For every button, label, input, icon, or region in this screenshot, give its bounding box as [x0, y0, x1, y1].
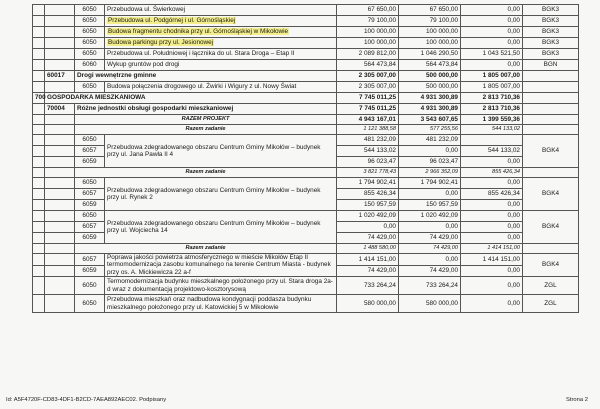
- value-a: 74 429,00: [399, 244, 461, 254]
- value-a: 564 473,84: [399, 60, 461, 71]
- col-division: [33, 16, 45, 27]
- value-a: 500 000,00: [399, 71, 461, 82]
- task-description: Przebudowa zdegradowanego obszaru Centrum Gminy Mikołów – budynek przy ul. Rynek 2: [105, 178, 337, 211]
- paragraph-code: 6050: [75, 27, 105, 38]
- col-division: [33, 60, 45, 71]
- value-a: 67 650,00: [399, 5, 461, 16]
- col-division: [33, 27, 45, 38]
- value-a: 79 100,00: [399, 16, 461, 27]
- value-b: [461, 135, 523, 146]
- unit-code: BGN: [523, 60, 579, 71]
- value-b: 0,00: [461, 222, 523, 233]
- paragraph-code: 6059: [75, 200, 105, 211]
- col-chapter: [45, 60, 75, 71]
- value-total: 564 473,84: [337, 60, 399, 71]
- value-b: 544 133,02: [461, 146, 523, 157]
- value-a: 4 931 300,89: [399, 93, 461, 104]
- task-description: [105, 38, 337, 49]
- paragraph-code: 6059: [75, 233, 105, 244]
- paragraph-code: 6057: [75, 222, 105, 233]
- investment-row: [33, 27, 579, 38]
- col-division: [33, 265, 45, 277]
- value-b: 0,00: [461, 277, 523, 295]
- value-total: 544 133,02: [337, 146, 399, 157]
- col-division: [33, 233, 45, 244]
- col-chapter: [45, 277, 75, 295]
- chapter-code: 70004: [45, 104, 75, 115]
- summary-label: RAZEM PROJEKT: [75, 115, 337, 125]
- unit-code: ZGL: [523, 277, 579, 295]
- unit-code: BGK4: [523, 254, 579, 277]
- paragraph-code: 6050: [75, 295, 105, 313]
- chapter-label: Drogi wewnętrzne gminne: [75, 71, 337, 82]
- investment-row: [33, 49, 579, 60]
- col-chapter: [45, 157, 75, 168]
- investment-row: [33, 5, 579, 16]
- unit-code: BGK3: [523, 38, 579, 49]
- value-b: 1 399 559,36: [461, 115, 523, 125]
- division-row: [33, 93, 579, 104]
- summary-label: Razem zadanie: [75, 244, 337, 254]
- value-total: 1 794 902,41: [337, 178, 399, 189]
- value-b: 0,00: [461, 211, 523, 222]
- paragraph-code: 6050: [75, 49, 105, 60]
- value-a: 733 264,24: [399, 277, 461, 295]
- col-division: [33, 49, 45, 60]
- investment-row: [33, 82, 579, 93]
- investment-row: [33, 38, 579, 49]
- unit-code: [523, 125, 579, 135]
- value-total: 7 745 011,25: [337, 93, 399, 104]
- value-b: 0,00: [461, 265, 523, 277]
- value-total: 67 650,00: [337, 5, 399, 16]
- value-total: 1 020 492,09: [337, 211, 399, 222]
- col-chapter: [45, 27, 75, 38]
- task-description: Budowa połączenia drogowego ul. Żwirki i Wigury z ul. Nowy Świat: [105, 82, 337, 93]
- col-chapter: [45, 222, 75, 233]
- value-a: 0,00: [399, 222, 461, 233]
- chapter-code: 60017: [45, 71, 75, 82]
- col-division: [33, 82, 45, 93]
- value-a: 100 000,00: [399, 38, 461, 49]
- task-description: Przebudowa ul. Południowej i łącznika do ul. Stara Droga – Etap II: [105, 49, 337, 60]
- task-description: Przebudowa zdegradowanego obszaru Centrum Gminy Mikołów – budynek przy ul. Jana Pawła II 4: [105, 135, 337, 168]
- col-chapter: [45, 38, 75, 49]
- col-division: [33, 115, 45, 125]
- value-b: 2 813 710,36: [461, 93, 523, 104]
- summary-row: [33, 168, 579, 178]
- value-total: 150 957,59: [337, 200, 399, 211]
- value-total: 7 745 011,25: [337, 104, 399, 115]
- investment-row: [33, 254, 579, 266]
- paragraph-code: 6050: [75, 16, 105, 27]
- col-chapter: [45, 254, 75, 266]
- value-a: 96 023,47: [399, 157, 461, 168]
- value-total: 855 426,34: [337, 189, 399, 200]
- paragraph-code: 6057: [75, 189, 105, 200]
- unit-code: BGK4: [523, 178, 579, 211]
- col-chapter: [45, 16, 75, 27]
- task-description: Przebudowa ul. Świerkowej: [105, 5, 337, 16]
- value-a: 74 429,00: [399, 265, 461, 277]
- paragraph-code: 6050: [75, 178, 105, 189]
- value-b: 855 426,34: [461, 189, 523, 200]
- investment-row: [33, 135, 579, 146]
- value-a: 500 000,00: [399, 82, 461, 93]
- col-division: [33, 125, 45, 135]
- summary-row: [33, 244, 579, 254]
- value-a: 100 000,00: [399, 27, 461, 38]
- value-a: 0,00: [399, 189, 461, 200]
- task-description: [105, 16, 337, 27]
- col-division: [33, 200, 45, 211]
- value-total: 79 100,00: [337, 16, 399, 27]
- highlighted-text: Przebudowa ul. Podgórnej i ul. Górnośląskiej: [108, 17, 236, 25]
- task-description: Przebudowa zdegradowanego obszaru Centrum Gminy Mikołów – budynek przy ul. Wojciecha 14: [105, 211, 337, 244]
- paragraph-code: 6060: [75, 60, 105, 71]
- value-b: 544 133,02: [461, 125, 523, 135]
- unit-code: [523, 115, 579, 125]
- value-total: 1 121 388,58: [337, 125, 399, 135]
- col-chapter: [45, 244, 75, 254]
- page-number: Strona 2: [566, 397, 588, 403]
- col-division: [33, 295, 45, 313]
- value-b: 1 414 151,00: [461, 244, 523, 254]
- highlighted-text: Budowa fragmentu chodnika przy ul. Górnośląskiej w Mikołowie: [108, 28, 289, 36]
- value-a: 1 020 492,09: [399, 211, 461, 222]
- col-chapter: [45, 125, 75, 135]
- task-description: [105, 27, 337, 38]
- value-a: 0,00: [399, 254, 461, 266]
- unit-code: BGK3: [523, 49, 579, 60]
- col-division: [33, 5, 45, 16]
- task-description: Przebudowa mieszkań oraz nadbudowa kondygnacji poddasza budynku mieszkalnego położonego przy ul. Katowickiej 5 w Mikołowie: [105, 295, 337, 313]
- col-chapter: [45, 178, 75, 189]
- unit-code: [523, 244, 579, 254]
- investment-row: [33, 277, 579, 295]
- col-division: [33, 254, 45, 266]
- col-chapter: [45, 233, 75, 244]
- value-a: 74 429,00: [399, 233, 461, 244]
- investment-row: [33, 295, 579, 313]
- paragraph-code: 6050: [75, 211, 105, 222]
- value-a: 580 000,00: [399, 295, 461, 313]
- value-total: 1 414 151,00: [337, 254, 399, 266]
- paragraph-code: 6057: [75, 254, 105, 266]
- value-b: 0,00: [461, 16, 523, 27]
- paragraph-code: 6050: [75, 82, 105, 93]
- col-chapter: [45, 49, 75, 60]
- value-b: 0,00: [461, 5, 523, 16]
- col-chapter: [45, 5, 75, 16]
- value-total: 4 943 167,01: [337, 115, 399, 125]
- col-chapter: [45, 211, 75, 222]
- value-b: 0,00: [461, 38, 523, 49]
- value-b: 1 805 007,00: [461, 82, 523, 93]
- col-chapter: [45, 200, 75, 211]
- col-division: [33, 178, 45, 189]
- summary-row: [33, 125, 579, 135]
- task-description: Poprawa jakości powietrza atmosferycznego w mieście Mikołów Etap II termomodernizacja zasobu komunalnego na terenie Centrum Miasta - budynek przy os. A. Mickiewicza 22 a-f: [105, 254, 337, 277]
- col-division: [33, 135, 45, 146]
- value-total: 100 000,00: [337, 27, 399, 38]
- paragraph-code: 6059: [75, 265, 105, 277]
- value-total: 0,00: [337, 222, 399, 233]
- highlighted-text: Budowa parkingu przy ul. Jesionowej: [108, 39, 214, 47]
- col-division: [33, 71, 45, 82]
- investment-row: [33, 211, 579, 222]
- col-chapter: [45, 115, 75, 125]
- summary-label: Razem zadanie: [75, 168, 337, 178]
- unit-code: [523, 82, 579, 93]
- summary-label: Razem zadanie: [75, 125, 337, 135]
- value-b: 0,00: [461, 60, 523, 71]
- chapter-row: [33, 104, 579, 115]
- value-b: 1 414 151,00: [461, 254, 523, 266]
- value-total: 100 000,00: [337, 38, 399, 49]
- col-chapter: [45, 82, 75, 93]
- value-b: 2 813 710,36: [461, 104, 523, 115]
- value-a: 2 966 352,09: [399, 168, 461, 178]
- unit-code: BGK3: [523, 5, 579, 16]
- chapter-label: Różne jednostki obsługi gospodarki mieszkaniowej: [75, 104, 337, 115]
- budget-table-body: [33, 5, 579, 313]
- value-b: 0,00: [461, 233, 523, 244]
- value-a: 0,00: [399, 146, 461, 157]
- paragraph-code: 6057: [75, 146, 105, 157]
- col-division: [33, 244, 45, 254]
- unit-code: BGK4: [523, 135, 579, 168]
- budget-sheet: [32, 4, 578, 313]
- value-b: 1 805 007,00: [461, 71, 523, 82]
- col-division: [33, 168, 45, 178]
- col-chapter: [45, 295, 75, 313]
- investment-row: [33, 60, 579, 71]
- value-total: 96 023,47: [337, 157, 399, 168]
- summary-row: [33, 115, 579, 125]
- document-id: Id: A5F4720F-CD83-4DF1-B2CD-7AEA892AEC02. Podpisany: [6, 397, 167, 403]
- value-b: 0,00: [461, 157, 523, 168]
- unit-code: BGK4: [523, 211, 579, 244]
- value-total: 2 089 812,00: [337, 49, 399, 60]
- unit-code: [523, 104, 579, 115]
- value-a: 481 232,09: [399, 135, 461, 146]
- investment-row: [33, 178, 579, 189]
- value-total: 2 305 007,00: [337, 82, 399, 93]
- paragraph-code: 6059: [75, 157, 105, 168]
- value-b: 0,00: [461, 178, 523, 189]
- paragraph-code: 6050: [75, 5, 105, 16]
- value-a: 1 046 290,50: [399, 49, 461, 60]
- value-total: 580 000,00: [337, 295, 399, 313]
- investment-row: [33, 16, 579, 27]
- value-total: 74 429,00: [337, 233, 399, 244]
- col-division: [33, 277, 45, 295]
- value-b: 855 426,34: [461, 168, 523, 178]
- col-division: [33, 222, 45, 233]
- col-division: [33, 189, 45, 200]
- col-division: [33, 211, 45, 222]
- value-b: 0,00: [461, 295, 523, 313]
- paragraph-code: 6050: [75, 38, 105, 49]
- unit-code: [523, 168, 579, 178]
- value-total: 733 264,24: [337, 277, 399, 295]
- col-division: [33, 104, 45, 115]
- value-b: 0,00: [461, 27, 523, 38]
- paragraph-code: 6050: [75, 135, 105, 146]
- value-a: 150 957,59: [399, 200, 461, 211]
- unit-code: BGK3: [523, 16, 579, 27]
- col-chapter: [45, 168, 75, 178]
- col-chapter: [45, 146, 75, 157]
- value-total: 481 232,09: [337, 135, 399, 146]
- col-chapter: [45, 189, 75, 200]
- value-total: 1 488 580,00: [337, 244, 399, 254]
- unit-code: ZGL: [523, 295, 579, 313]
- task-description: Termomodernizacja budynku mieszkalnego położonego przy ul. Stara droga 2a-d wraz z dokumentacją projektowo-kosztorysową: [105, 277, 337, 295]
- value-total: 74 429,00: [337, 265, 399, 277]
- task-description: Wykup gruntów pod drogi: [105, 60, 337, 71]
- value-b: 1 043 521,50: [461, 49, 523, 60]
- division-label: GOSPODARKA MIESZKANIOWA: [45, 93, 337, 104]
- value-b: 0,00: [461, 200, 523, 211]
- col-division: [33, 38, 45, 49]
- value-a: 3 543 607,65: [399, 115, 461, 125]
- paragraph-code: 6050: [75, 277, 105, 295]
- col-division: [33, 157, 45, 168]
- value-a: 577 255,56: [399, 125, 461, 135]
- value-total: 2 305 007,00: [337, 71, 399, 82]
- unit-code: [523, 93, 579, 104]
- budget-table: [32, 4, 579, 313]
- value-a: 4 931 300,89: [399, 104, 461, 115]
- col-chapter: [45, 135, 75, 146]
- col-division: [33, 146, 45, 157]
- unit-code: BGK3: [523, 27, 579, 38]
- col-chapter: [45, 265, 75, 277]
- value-total: 3 821 778,43: [337, 168, 399, 178]
- division-code: 700: [33, 93, 45, 104]
- value-a: 1 794 902,41: [399, 178, 461, 189]
- chapter-row: [33, 71, 579, 82]
- unit-code: [523, 71, 579, 82]
